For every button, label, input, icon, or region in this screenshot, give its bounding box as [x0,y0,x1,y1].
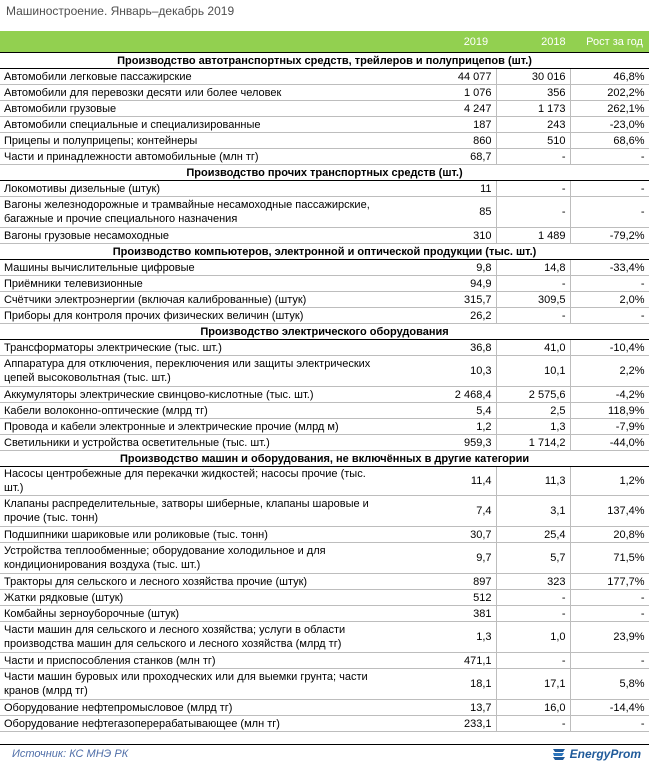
value-growth: -44,0% [570,435,649,451]
value-growth: -14,4% [570,700,649,716]
value-2018: - [496,181,570,197]
energyprom-logo [551,746,641,762]
value-growth: 202,2% [570,85,649,101]
value-2019: 897 [384,574,496,590]
section-title: Производство компьютеров, электронной и оптической продукции (тыс. шт.) [0,244,649,260]
value-growth: 137,4% [570,496,649,527]
row-label: Счётчики электроэнергии (включая калиброванные) (штук) [0,292,384,308]
value-growth: - [570,590,649,606]
value-2019: 26,2 [384,308,496,324]
value-2018: 5,7 [496,543,570,574]
section-header [0,244,649,260]
value-growth: - [570,716,649,732]
value-2018: 1,3 [496,419,570,435]
section-header [0,451,649,467]
value-2018: 510 [496,133,570,149]
row-label: Автомобили грузовые [0,101,384,117]
value-2018: - [496,606,570,622]
value-2018: - [496,149,570,165]
value-2018: 30 016 [496,69,570,85]
row-label: Трансформаторы электрические (тыс. шт.) [0,340,384,356]
row-label: Вагоны грузовые несамоходные [0,228,384,244]
table-header [0,31,649,52]
table-row [0,653,649,669]
value-2019: 30,7 [384,527,496,543]
value-2018: 309,5 [496,292,570,308]
value-growth: -33,4% [570,260,649,276]
row-label: Клапаны распределительные, затворы шиберные, клапаны шаровые и прочие (тыс. тонн) [0,496,384,527]
value-growth: - [570,606,649,622]
header-2019: 2019 [463,35,489,48]
row-label: Устройства теплообменные; оборудование холодильное и для кондиционирования воздуха (тыс. шт.) [0,543,384,574]
section-title: Производство машин и оборудования, не включённых в другие категории [0,451,649,467]
value-2019: 18,1 [384,669,496,700]
value-2019: 1 076 [384,85,496,101]
value-2019: 9,8 [384,260,496,276]
value-growth: 2,2% [570,356,649,387]
value-growth: - [570,276,649,292]
row-label: Провода и кабели электронные и электрические прочие (млрд м) [0,419,384,435]
value-growth: 118,9% [570,403,649,419]
row-label: Автомобили для перевозки десяти или более человек [0,85,384,101]
row-label: Кабели волоконно-оптические (млрд тг) [0,403,384,419]
value-2018: 243 [496,117,570,133]
value-growth: -10,4% [570,340,649,356]
table-row [0,292,649,308]
value-2018: 1 173 [496,101,570,117]
table-row [0,260,649,276]
footer [0,744,649,769]
table-row [0,69,649,85]
row-label: Приборы для контроля прочих физических величин (штук) [0,308,384,324]
value-2018: 1 489 [496,228,570,244]
value-2019: 11,4 [384,467,496,496]
table-row [0,590,649,606]
table-row [0,101,649,117]
value-2018: 3,1 [496,496,570,527]
value-2019: 315,7 [384,292,496,308]
value-growth: 177,7% [570,574,649,590]
value-2018: - [496,590,570,606]
value-2019: 959,3 [384,435,496,451]
value-2018: - [496,653,570,669]
table-row [0,700,649,716]
value-2018: 16,0 [496,700,570,716]
header-2018: 2018 [541,35,566,48]
value-2019: 9,7 [384,543,496,574]
section-header [0,53,649,69]
value-2018: - [496,197,570,228]
table-row [0,228,649,244]
value-growth: - [570,308,649,324]
table-row [0,85,649,101]
table-row [0,181,649,197]
row-label: Прицепы и полуприцепы; контейнеры [0,133,384,149]
table-row [0,669,649,700]
row-label: Локомотивы дизельные (штук) [0,181,384,197]
logo-icon [551,746,567,762]
section-title: Производство автотранспортных средств, трейлеров и полуприцепов (шт.) [0,53,649,69]
table-row [0,149,649,165]
table-row [0,622,649,653]
value-growth: -7,9% [570,419,649,435]
value-2019: 68,7 [384,149,496,165]
value-2018: 25,4 [496,527,570,543]
value-growth: 68,6% [570,133,649,149]
value-2019: 1,3 [384,622,496,653]
value-2018: 10,1 [496,356,570,387]
table-row [0,716,649,732]
row-label: Вагоны железнодорожные и трамвайные несамоходные пассажирские, багажные и прочие специального назначения [0,197,384,228]
value-2019: 471,1 [384,653,496,669]
value-2019: 94,9 [384,276,496,292]
value-2019: 10,3 [384,356,496,387]
value-2019: 13,7 [384,700,496,716]
page-title: Машиностроение. Январь–декабрь 2019 [0,0,649,31]
row-label: Автомобили специальные и специализированные [0,117,384,133]
value-growth: 23,9% [570,622,649,653]
row-label: Части и приспособления станков (млн тг) [0,653,384,669]
value-2019: 5,4 [384,403,496,419]
value-2018: 17,1 [496,669,570,700]
value-growth: - [570,197,649,228]
value-growth: 2,0% [570,292,649,308]
table-row [0,403,649,419]
table-row [0,356,649,387]
value-2018: 14,8 [496,260,570,276]
value-2018: - [496,276,570,292]
value-2019: 512 [384,590,496,606]
source-note: Источник: КС МНЭ РК [12,748,129,760]
value-2019: 11 [384,181,496,197]
value-growth: - [570,653,649,669]
value-2018: 1 714,2 [496,435,570,451]
table-row [0,276,649,292]
row-label: Части машин для сельского и лесного хозяйства; услуги в области производства машин для сельского и лесного хозяйства (млрд тг) [0,622,384,653]
value-growth: 262,1% [570,101,649,117]
header-growth: Рост за год [586,35,643,48]
data-table [0,52,649,732]
value-growth: 20,8% [570,527,649,543]
value-2019: 187 [384,117,496,133]
value-growth: 1,2% [570,467,649,496]
value-growth: 5,8% [570,669,649,700]
row-label: Части машин буровых или проходческих или для выемки грунта; части кранов (млрд тг) [0,669,384,700]
value-2018: 41,0 [496,340,570,356]
table-row [0,197,649,228]
value-2018: - [496,716,570,732]
table-row [0,419,649,435]
table-row [0,527,649,543]
row-label: Машины вычислительные цифровые [0,260,384,276]
value-growth: 46,8% [570,69,649,85]
value-2019: 4 247 [384,101,496,117]
value-growth: -79,2% [570,228,649,244]
value-2019: 233,1 [384,716,496,732]
value-growth: -23,0% [570,117,649,133]
value-2018: 1,0 [496,622,570,653]
value-2019: 2 468,4 [384,387,496,403]
section-header [0,165,649,181]
row-label: Подшипники шариковые или роликовые (тыс. тонн) [0,527,384,543]
value-growth: -4,2% [570,387,649,403]
section-header [0,324,649,340]
value-2019: 860 [384,133,496,149]
value-growth: - [570,149,649,165]
row-label: Комбайны зерноуборочные (штук) [0,606,384,622]
value-2018: 11,3 [496,467,570,496]
table-row [0,435,649,451]
row-label: Приёмники телевизионные [0,276,384,292]
value-growth: - [570,181,649,197]
value-growth: 71,5% [570,543,649,574]
value-2019: 85 [384,197,496,228]
table-row [0,606,649,622]
row-label: Оборудование нефтегазоперерабатывающее (млн тг) [0,716,384,732]
value-2019: 44 077 [384,69,496,85]
table-row [0,387,649,403]
table-row [0,308,649,324]
table-row [0,117,649,133]
row-label: Автомобили легковые пассажирские [0,69,384,85]
value-2019: 381 [384,606,496,622]
row-label: Светильники и устройства осветительные (тыс. шт.) [0,435,384,451]
row-label: Оборудование нефтепромысловое (млрд тг) [0,700,384,716]
value-2018: - [496,308,570,324]
value-2018: 356 [496,85,570,101]
logo-text: EnergyProm [569,747,641,761]
table-row [0,133,649,149]
section-title: Производство электрического оборудования [0,324,649,340]
value-2019: 36,8 [384,340,496,356]
value-2019: 7,4 [384,496,496,527]
table-row [0,340,649,356]
value-2018: 323 [496,574,570,590]
section-title: Производство прочих транспортных средств (шт.) [0,165,649,181]
value-2019: 1,2 [384,419,496,435]
row-label: Жатки рядковые (штук) [0,590,384,606]
row-label: Аппаратура для отключения, переключения или защиты электрических цепей высоковольтная (тыс. шт.) [0,356,384,387]
value-2018: 2 575,6 [496,387,570,403]
row-label: Аккумуляторы электрические свинцово-кислотные (тыс. шт.) [0,387,384,403]
row-label: Насосы центробежные для перекачки жидкостей; насосы прочие (тыс. шт.) [0,467,384,496]
table-row [0,543,649,574]
value-2019: 310 [384,228,496,244]
table-row [0,574,649,590]
value-2018: 2,5 [496,403,570,419]
row-label: Части и принадлежности автомобильные (млн тг) [0,149,384,165]
row-label: Тракторы для сельского и лесного хозяйства прочие (штук) [0,574,384,590]
table-row [0,467,649,496]
table-row [0,496,649,527]
